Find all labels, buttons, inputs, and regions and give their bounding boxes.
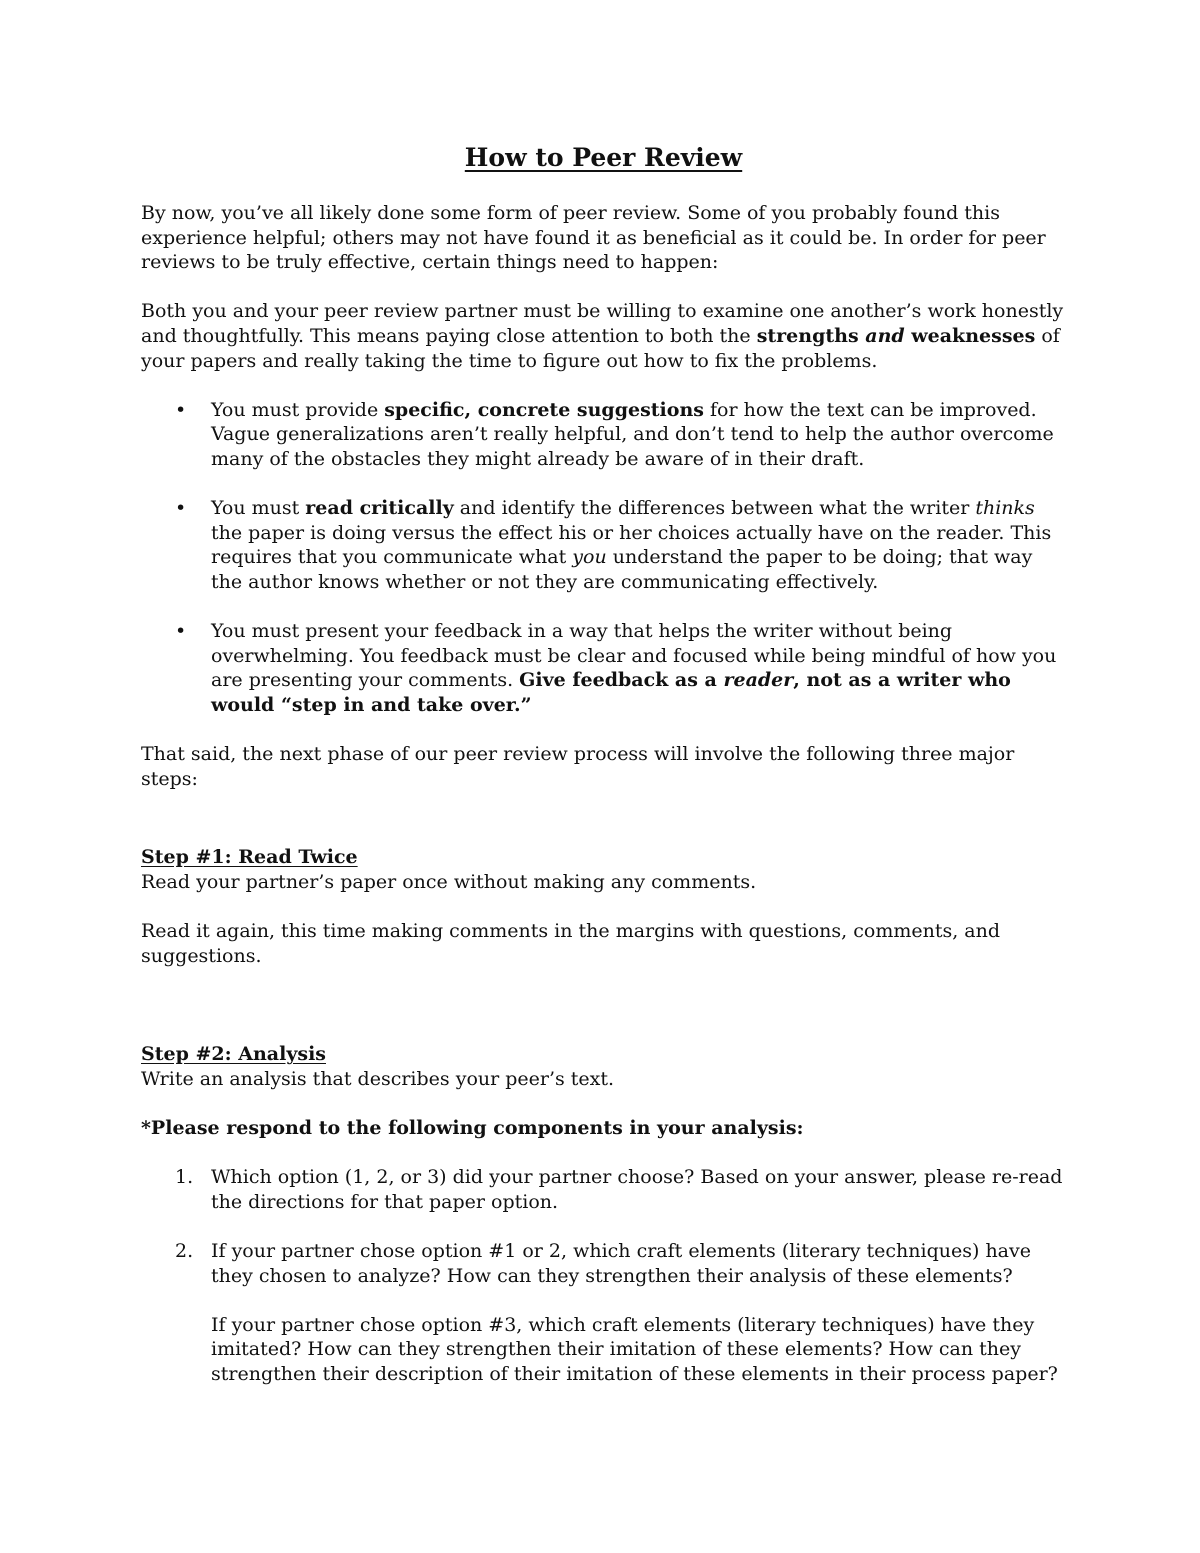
both-text-after: of your papers and really taking the time to figure out how to fix the problems.: [141, 324, 1060, 372]
step1-heading: Step #1: Read Twice: [141, 846, 358, 869]
weaknesses-emphasis: weaknesses: [904, 324, 1036, 347]
step2-heading: Step #2: Analysis: [141, 1043, 326, 1066]
both-text-before: Both you and your peer review partner must be willing to examine one another’s work honestly and thoughtfully. This means paying close attention to both the: [141, 300, 1064, 347]
give-feedback-emphasis: Give feedback as a reader, not as a writer who would “step in and take over.”: [211, 669, 1011, 716]
page-title: How to Peer Review: [464, 143, 743, 172]
strengths-emphasis: strengths: [756, 324, 866, 347]
that-said-paragraph: That said, the next phase of our peer review process will involve the following three major steps:: [141, 743, 1015, 790]
list-item: • You must provide specific, concrete suggestions for how the text can be improved. Vague generalizations aren’t really helpful, and don’t tend to help the author overcome many of the obstacles they might already be aware of in their draft.: [211, 398, 1066, 472]
option3-paragraph: If your partner chose option #3, which craft elements (literary techniques) have they imitated? How can they strengthen their imitation of these elements? How can they strengthen their description of their imitation of these elements in their process paper?: [211, 1313, 1058, 1385]
step2-line1: Write an analysis that describes your peer’s text.: [141, 1067, 615, 1090]
specific-suggestions-emphasis: specific, concrete suggestions: [384, 398, 704, 421]
item-number: 1.: [175, 1166, 194, 1189]
components-heading: *Please respond to the following components in your analysis:: [141, 1117, 804, 1139]
you-emphasis: you: [572, 546, 607, 569]
components-list: [141, 1165, 1066, 1386]
and-emphasis: and: [865, 324, 905, 347]
item-number: 2.: [175, 1239, 194, 1262]
requirements-list: [141, 398, 1066, 718]
intro-paragraph: By now, you’ve all likely done some form of peer review. Some of you probably found this experience helpful; others may not have found it as beneficial as it could be. In order for peer reviews to be truly effective, certain things need to happen:: [141, 202, 1046, 274]
list-item: • You must read critically and identify the differences between what the writer thinks the paper is doing versus the effect his or her choices actually have on the reader. This requires that you communicate what you understand the paper to be doing; that way the author knows whether or not they are communicating effectively.: [211, 496, 1066, 594]
list-item: 1. Which option (1, 2, or 3) did your partner choose? Based on your answer, please re-read the directions for that paper option.: [175, 1166, 1063, 1213]
read-critically-emphasis: read critically: [305, 497, 454, 520]
list-item: • You must present your feedback in a way that helps the writer without being overwhelming. You feedback must be clear and focused while being mindful of how you are presenting your comments. Give feedback as a reader, not as a writer who would “step in and take over.”: [211, 619, 1066, 717]
step1-line1: Read your partner’s paper once without making any comments.: [141, 870, 757, 893]
both-paragraph: [141, 299, 1066, 373]
list-item: 2. If your partner chose option #1 or 2, which craft elements (literary techniques) have they chosen to analyze? How can they strengthen their analysis of these elements? If your partner chose option #3, which craft elements (literary techniques) have they imitated? How can they strengthen their imitation of these elements? How can they strengthen their description of their imitation of these elements in their process paper?: [211, 1239, 1066, 1387]
thinks-emphasis: thinks: [975, 497, 1035, 520]
step1-line2: Read it again, this time making comments in the margins with questions, comments, and suggestions.: [141, 920, 1001, 967]
document-page: [141, 143, 1066, 1411]
